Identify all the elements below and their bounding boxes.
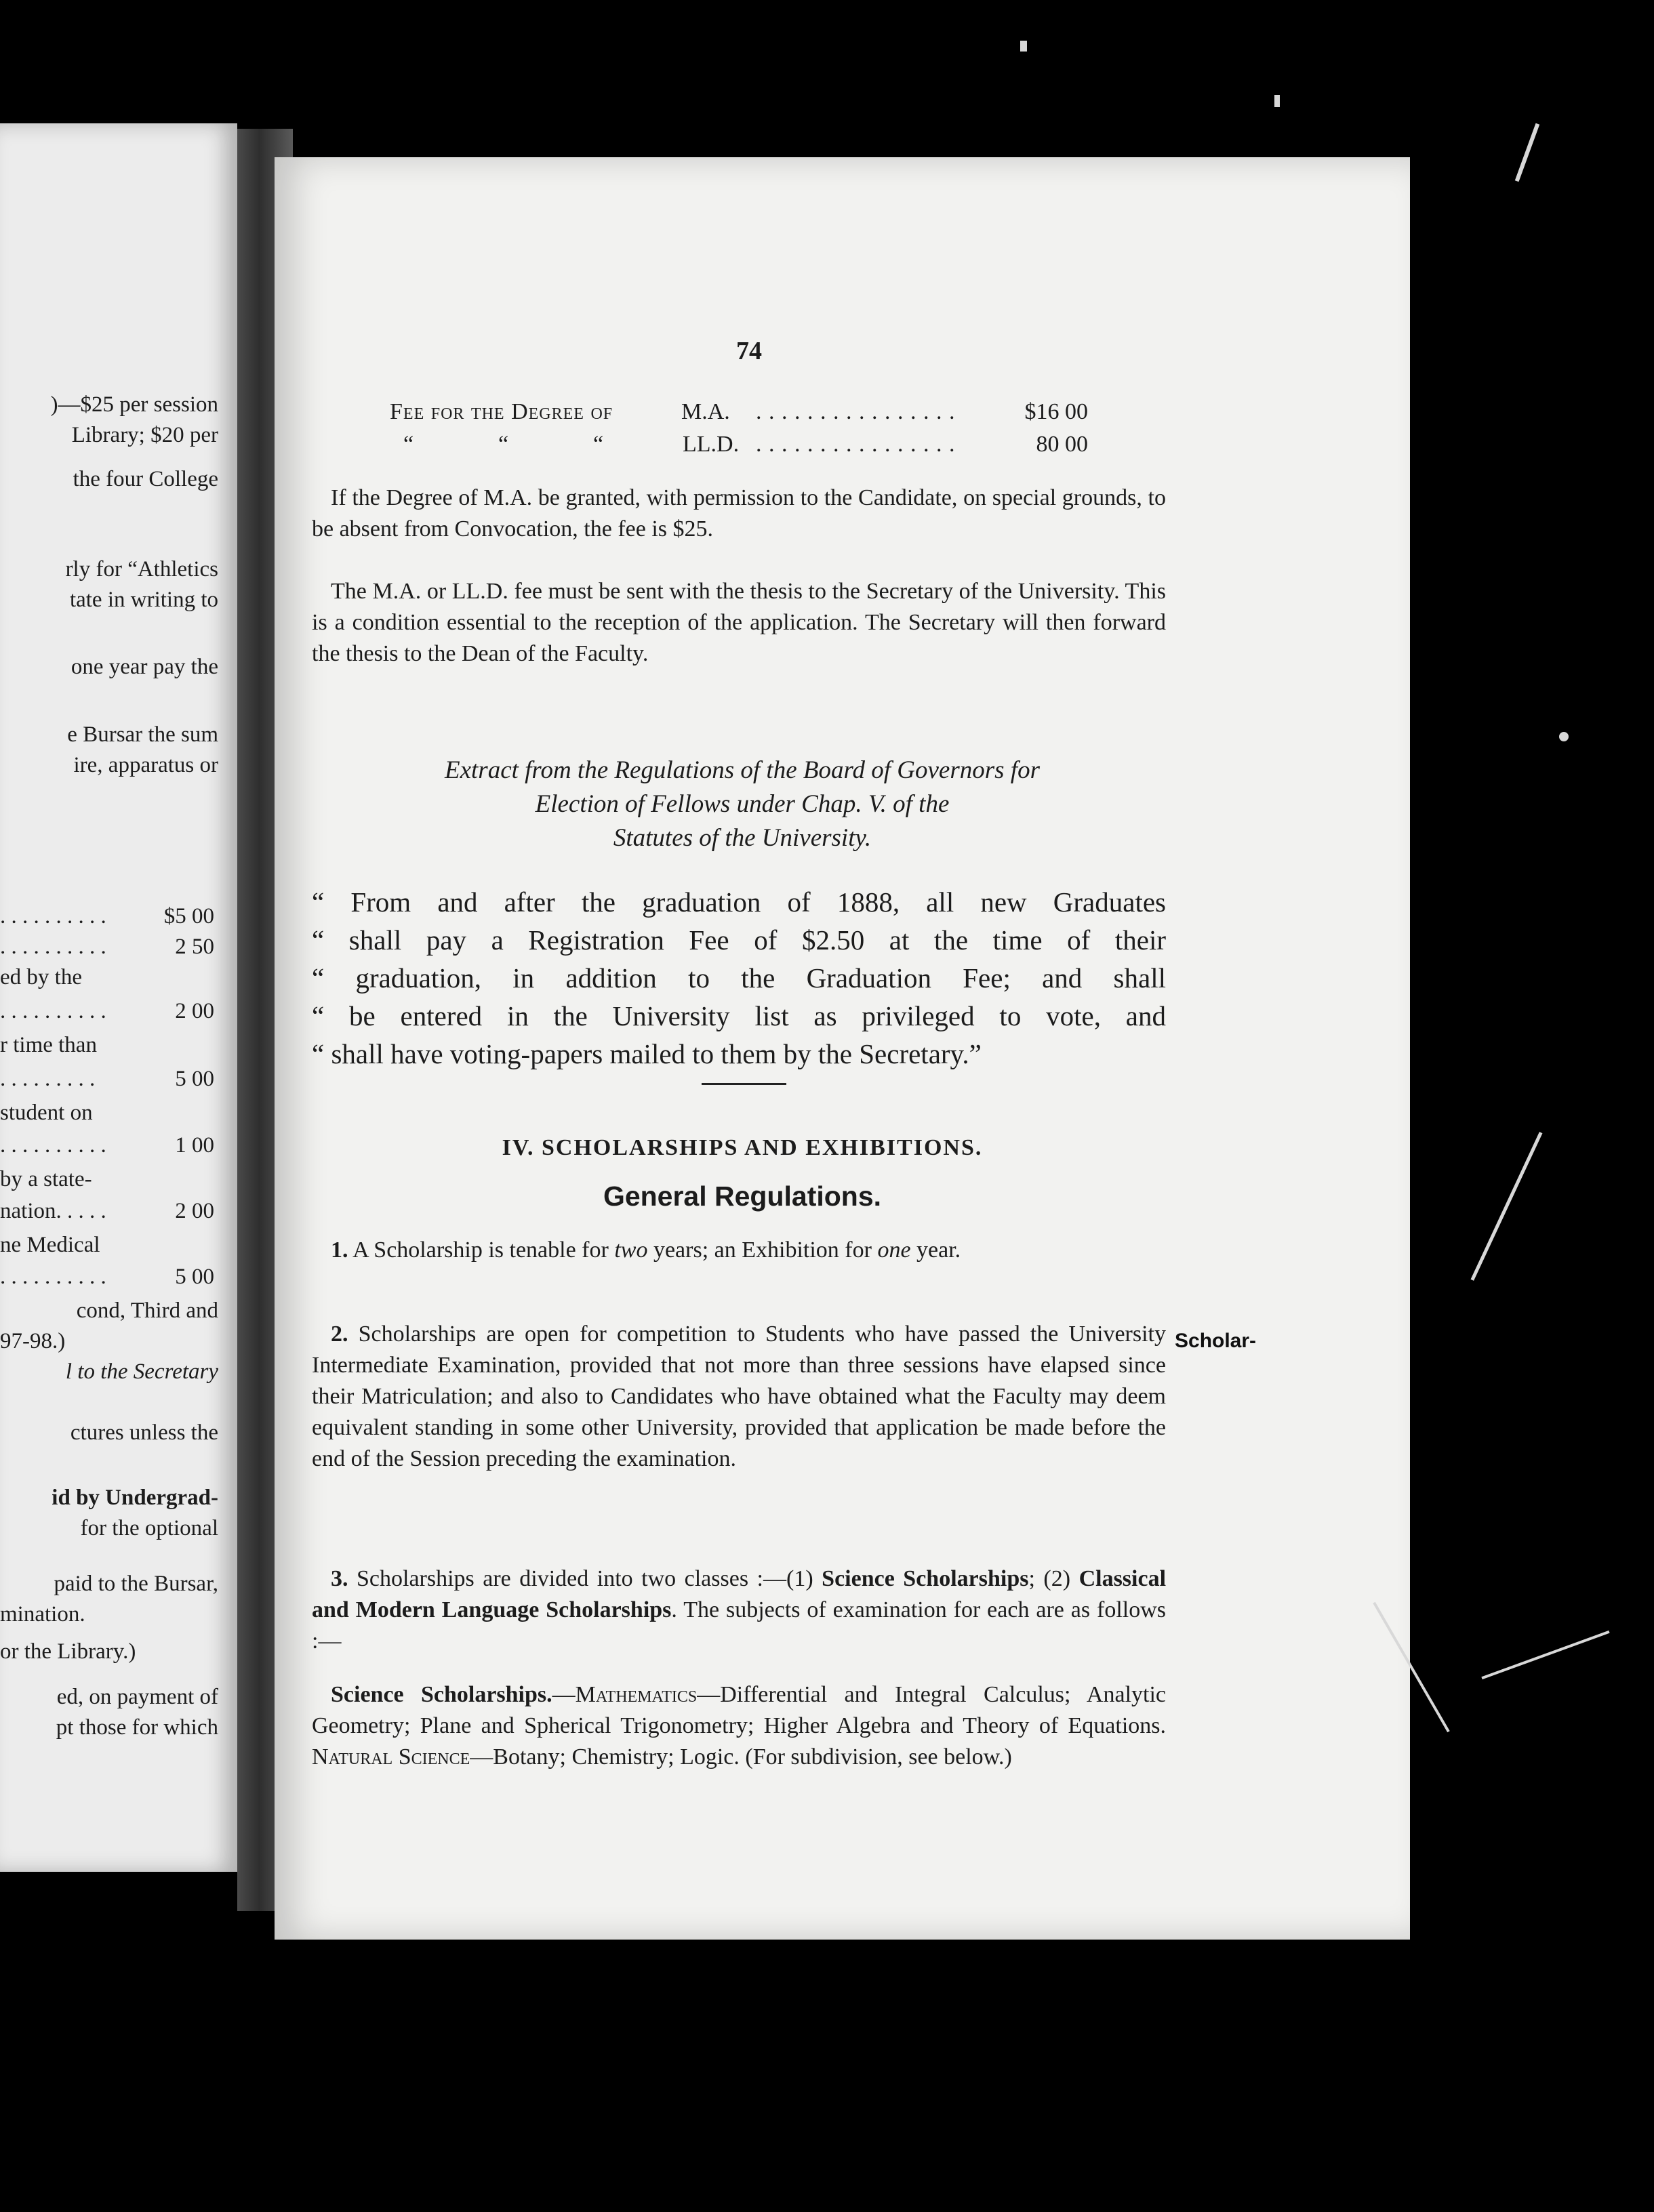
left-fee-amount: 2 00 xyxy=(175,999,214,1023)
extract-heading-line: Extract from the Regulations of the Board of Governors for xyxy=(445,756,1040,784)
rule-text: Scholarships are divided into two classes :—(1) xyxy=(357,1566,813,1591)
fee-amount: $16 00 xyxy=(1024,399,1088,424)
rule-text-bold: Classical and Modern Language Scholarships xyxy=(312,1566,1167,1622)
left-page-line: id by Undergrad- xyxy=(52,1486,218,1510)
dust-speck xyxy=(1274,95,1280,107)
fee-amount: 80 00 xyxy=(1036,432,1088,457)
left-page-line: rly for “Athletics xyxy=(65,557,218,581)
scratch-mark xyxy=(1481,1631,1609,1679)
left-fee-label: . . . . . . . . . . xyxy=(0,935,106,959)
dust-speck xyxy=(1020,41,1027,52)
rule-text-italic: one xyxy=(877,1237,911,1263)
left-page-line: tate in writing to xyxy=(69,588,218,612)
left-fee-label: . . . . . . . . . . xyxy=(0,1265,106,1289)
quote-line: “ graduation, in addition to the Graduation Fee; and shall xyxy=(312,962,1166,994)
rule-1 xyxy=(312,1235,1166,1266)
rule-text: Scholarships are open for competition to Students who have passed the University Intermediate Examination, provided that not more than three sessions have elapsed since their Matriculation; and also to Candidates who have obtained what the Faculty may deem equivalent standing in some other University, provided that application be made before the end of the Session preceding the examination. xyxy=(312,1322,1166,1471)
rule-number: 3. xyxy=(331,1566,348,1591)
left-fee-label: . . . . . . . . . . xyxy=(0,999,106,1023)
left-page-line: ctures unless the xyxy=(70,1420,218,1445)
left-page-line: ed, on payment of xyxy=(56,1685,218,1709)
section-heading: IV. SCHOLARSHIPS AND EXHIBITIONS. xyxy=(502,1135,983,1160)
left-page-line: pt those for which xyxy=(56,1715,218,1740)
left-fee-amount: 2 50 xyxy=(175,935,214,959)
fee-row-ma xyxy=(390,397,1088,427)
left-page-line: 97-98.) xyxy=(0,1329,66,1353)
left-page-line: )—$25 per session xyxy=(50,392,218,417)
mathematics-subjects: —Differential and Integral Calculus; Analytic Geometry; Plane and Spherical Trigonometry; Higher Algebra and Theory of Equations. xyxy=(312,1682,1166,1738)
margin-note: Scholar- xyxy=(1175,1330,1257,1352)
ditto-mark: “ xyxy=(403,432,414,457)
left-page-line: Library; $20 per xyxy=(71,423,218,447)
fee-degree: LL.D. xyxy=(683,432,740,457)
left-fee-amount: 5 00 xyxy=(175,1067,214,1091)
rule-text-italic: two xyxy=(614,1237,648,1263)
left-page-line: for the optional xyxy=(80,1516,218,1540)
quote-line: “ be entered in the University list as privileged to vote, and xyxy=(312,1000,1166,1031)
left-fee-label: by a state- xyxy=(0,1167,92,1191)
left-fee-label: . . . . . . . . . xyxy=(0,1067,96,1091)
left-fee-label: . . . . . . . . . . xyxy=(0,1133,106,1158)
left-page-line: mination. xyxy=(0,1602,85,1626)
left-page-line: cond, Third and xyxy=(76,1298,218,1323)
left-page-line: e Bursar the sum xyxy=(67,722,218,747)
rule-text: year. xyxy=(916,1237,961,1263)
left-fee-label: r time than xyxy=(0,1033,97,1057)
left-fee-label: nation. . . . . xyxy=(0,1199,106,1223)
rule-3 xyxy=(312,1563,1166,1657)
left-page-line: the four College xyxy=(73,467,218,491)
sub-heading: General Regulations. xyxy=(603,1181,882,1212)
extract-heading-line: Statutes of the University. xyxy=(613,824,872,852)
left-fee-label: . . . . . . . . . . xyxy=(0,904,106,928)
quote-line: “ shall have voting-papers mailed to them by the Secretary.” xyxy=(312,1038,982,1069)
paragraph-thesis-fee: The M.A. or LL.D. fee must be sent with the thesis to the Secretary of the University. This is a condition essential to the reception of the application. The Secretary will then forward the thesis to the Dean of the Faculty. xyxy=(312,579,1166,666)
science-scholarships xyxy=(312,1679,1166,1773)
scratch-mark xyxy=(1515,123,1539,182)
left-fee-amount: 1 00 xyxy=(175,1133,214,1158)
left-fee-amount: 2 00 xyxy=(175,1199,214,1223)
fee-degree: M.A. xyxy=(681,399,730,424)
rule-text: years; an Exhibition for xyxy=(653,1237,872,1263)
fee-leader-dots: . . . . . . . . . . . . . . . . xyxy=(756,399,956,424)
rule-text-bold: Science Scholarships xyxy=(822,1566,1029,1591)
ditto-mark: “ xyxy=(498,432,509,457)
left-page-line: ire, apparatus or xyxy=(73,753,218,777)
mathematics-label: Mathematics xyxy=(575,1682,698,1707)
left-page-line: l to the Secretary xyxy=(65,1359,218,1384)
rule-text: . The subjects of examination for each are as follows :— xyxy=(312,1597,1167,1654)
left-fee-label: ne Medical xyxy=(0,1233,100,1257)
quote-line: “ shall pay a Registration Fee of $2.50 at the time of their xyxy=(312,924,1166,956)
paragraph-ma-absent: If the Degree of M.A. be granted, with permission to the Candidate, on special grounds, to be absent from Convocation, the fee is $25. xyxy=(312,485,1166,541)
fee-leader-dots: . . . . . . . . . . . . . . . . xyxy=(756,432,956,457)
section-divider xyxy=(702,1083,786,1085)
left-facing-page xyxy=(0,123,237,1872)
registration-fee-quote xyxy=(312,883,1166,1073)
scratch-mark xyxy=(1471,1132,1543,1281)
left-page-line: paid to the Bursar, xyxy=(54,1572,218,1596)
fee-row-lld xyxy=(390,430,1088,459)
rule-text: A Scholarship is tenable for xyxy=(352,1237,609,1263)
rule-number: 2. xyxy=(331,1322,348,1347)
quote-line: “ From and after the graduation of 1888, all new Graduates xyxy=(312,886,1166,918)
rule-2 xyxy=(312,1319,1166,1475)
fee-label: Fee for the Degree of xyxy=(390,399,613,424)
natural-science-label: Natural Science xyxy=(312,1744,470,1769)
dash: — xyxy=(552,1682,576,1707)
extract-heading-line: Election of Fellows under Chap. V. of the xyxy=(535,790,950,818)
left-fee-label: student on xyxy=(0,1101,93,1125)
page-number: 74 xyxy=(736,337,762,365)
left-page-line: or the Library.) xyxy=(0,1639,136,1664)
rule-number: 1. xyxy=(331,1237,348,1263)
rule-text: ; (2) xyxy=(1028,1566,1071,1591)
left-fee-label: ed by the xyxy=(0,965,82,989)
left-fee-amount: 5 00 xyxy=(175,1265,214,1289)
dust-speck xyxy=(1559,732,1569,741)
ditto-mark: “ xyxy=(593,432,604,457)
natural-science-subjects: —Botany; Chemistry; Logic. (For subdivision, see below.) xyxy=(470,1744,1012,1769)
left-fee-amount: $5 00 xyxy=(163,904,214,928)
science-heading: Science Scholarships. xyxy=(331,1682,552,1707)
left-page-line: one year pay the xyxy=(70,655,218,679)
